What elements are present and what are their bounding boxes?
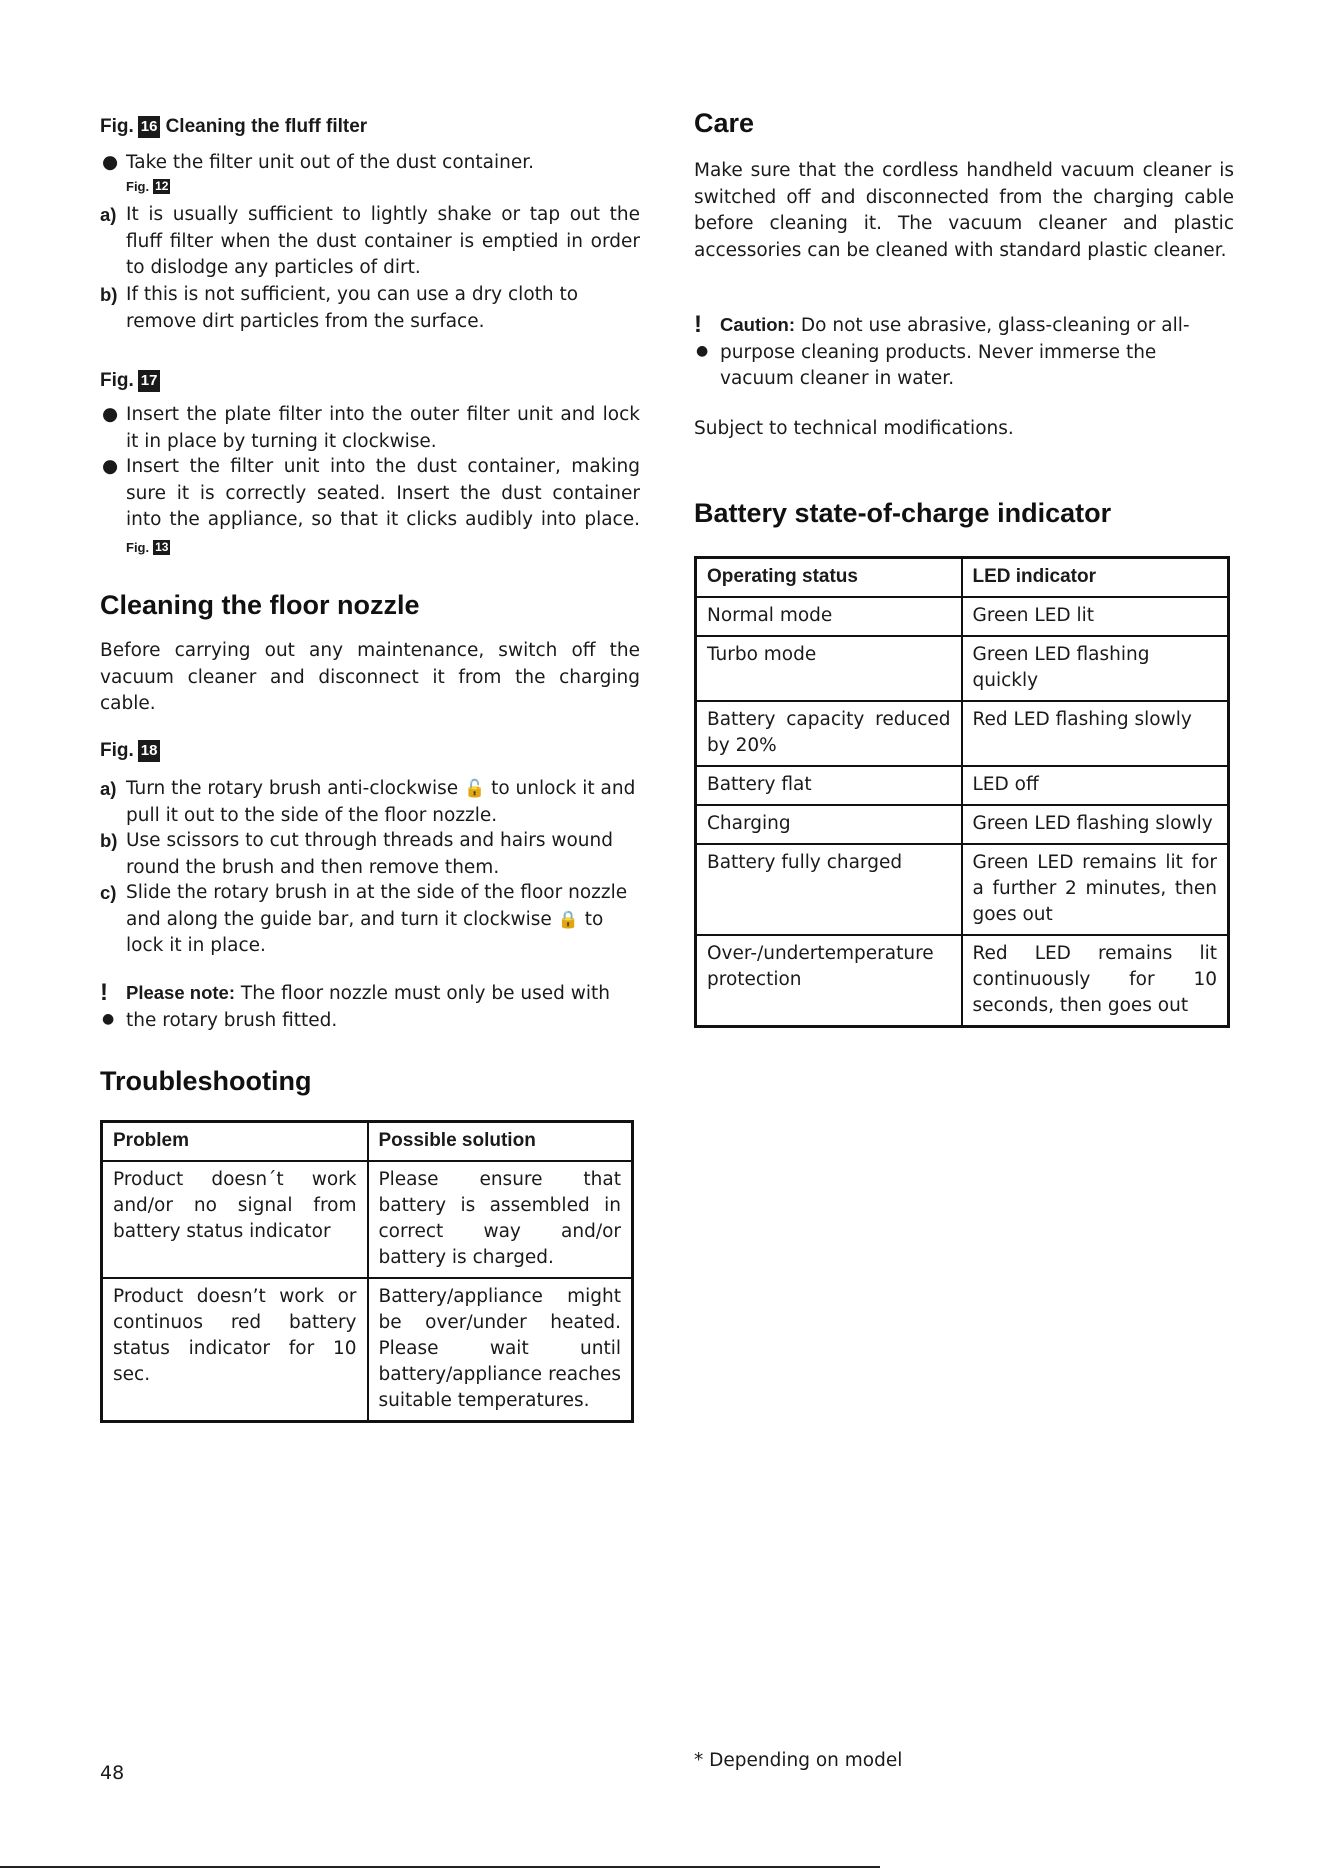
table-header: Operating status <box>696 558 962 598</box>
right-column <box>694 0 1234 1016</box>
list-item <box>100 776 640 829</box>
table-row <box>696 805 1229 844</box>
table-cell: Red LED flashing slowly <box>962 701 1229 766</box>
fig17-heading <box>100 370 640 392</box>
table-header: LED indicator <box>962 558 1229 598</box>
fig-number: 12 <box>155 179 169 193</box>
bullet: ● <box>696 343 709 359</box>
subject-text: Subject to technical modifications. <box>694 418 1014 439</box>
lock-icon: 🔒 <box>557 909 579 930</box>
table-cell: Green LED flashing quickly <box>962 636 1229 701</box>
table-cell: Green LED remains lit for a further 2 minutes, then goes out <box>962 844 1229 935</box>
bullet: ● <box>102 1011 115 1027</box>
item-text: If this is not sufficient, you can use a dry cloth to remove dirt particles from the surface. <box>126 284 579 332</box>
warning-icon: ! <box>100 979 108 1006</box>
troubleshooting-heading: Troubleshooting <box>100 1066 312 1096</box>
table-cell: Green LED lit <box>962 597 1229 636</box>
fig-label: Fig. <box>100 740 134 761</box>
item-text: It is usually sufficient to lightly shake or tap out the fluff filter when the dust container is emptied in order to dislodge any particles of dirt. <box>126 204 640 278</box>
caution-note <box>694 312 1234 393</box>
table-cell: Normal mode <box>696 597 962 636</box>
table-cell: Turbo mode <box>696 636 962 701</box>
battery-heading: Battery state-of-charge indicator <box>694 498 1112 528</box>
warning-icon: ! <box>694 311 702 338</box>
battery-table <box>694 556 1230 1028</box>
table-row <box>102 1278 633 1422</box>
left-column <box>100 0 640 1411</box>
item-text: to lock it in place. <box>126 908 604 956</box>
step-letter: b) <box>100 284 118 305</box>
fig-number: 18 <box>138 740 161 762</box>
table-cell: LED off <box>962 766 1229 805</box>
table-cell: Over-/undertemperature protection <box>696 935 962 1027</box>
page-number: 48 <box>100 1762 125 1784</box>
item-text: Insert the plate filter into the outer filter unit and lock it in place by turning it clockwise. <box>126 404 640 452</box>
step-letter: a) <box>100 778 117 799</box>
troubleshooting-table <box>100 1120 634 1423</box>
table-row <box>696 844 1229 935</box>
floor-intro: Before carrying out any maintenance, switch off the vacuum cleaner and disconnect it from the charging cable. <box>100 640 640 714</box>
fig12-ref <box>126 176 640 195</box>
table-cell: Battery/appliance might be over/under heated. Please wait until battery/appliance reaches suitable temperatures. <box>368 1278 633 1422</box>
care-text: Make sure that the cordless handheld vacuum cleaner is switched off and disconnected from the charging cable before cleaning it. The vacuum cleaner and plastic accessories can be cleaned with standard plastic cleaner. <box>694 160 1234 261</box>
list-item <box>100 202 640 282</box>
fig-number: 13 <box>155 539 169 554</box>
table-cell: Charging <box>696 805 962 844</box>
care-heading: Care <box>694 108 755 138</box>
table-cell: Battery fully charged <box>696 844 962 935</box>
table-row <box>696 701 1229 766</box>
caution-text: Do not use abrasive, glass-cleaning or all-purpose cleaning products. Never immerse the vacuum cleaner in water. <box>720 315 1190 389</box>
list-item <box>100 150 640 177</box>
item-text: Insert the filter unit into the dust container, making sure it is correctly seated. Insert the dust container into the appliance, so that it clicks audibly into place. <box>126 456 640 530</box>
table-row <box>696 597 1229 636</box>
bullet: ● <box>102 404 119 425</box>
fig-label: Fig. <box>126 179 150 194</box>
bullet: ● <box>102 456 119 477</box>
bullet: ● <box>102 152 119 173</box>
fig18-heading <box>100 740 640 762</box>
table-header: Problem <box>102 1122 368 1162</box>
fig16-heading <box>100 116 640 138</box>
item-text: Use scissors to cut through threads and hairs wound round the brush and then remove them. <box>126 830 613 878</box>
list-item <box>100 828 640 881</box>
fig-label: Fig. <box>100 116 134 137</box>
floor-nozzle-heading: Cleaning the floor nozzle <box>100 590 420 620</box>
section-title: Cleaning the fluff filter <box>165 116 368 137</box>
table-cell: Product doesn´t work and/or no signal from battery status indicator <box>102 1161 368 1278</box>
caution-label: Caution: <box>720 314 796 335</box>
table-cell: Please ensure that battery is assembled in correct way and/or battery is charged. <box>368 1161 633 1278</box>
step-letter: a) <box>100 204 117 225</box>
list-item <box>100 880 640 960</box>
note-label: Please note: <box>126 982 235 1003</box>
table-row <box>696 766 1229 805</box>
table-cell: Battery flat <box>696 766 962 805</box>
please-note <box>100 980 640 1034</box>
bottom-rule <box>0 1866 880 1868</box>
note-text: The floor nozzle must only be used with the rotary brush fitted. <box>126 983 610 1031</box>
fig-label: Fig. <box>100 370 134 391</box>
table-header-row <box>696 558 1229 598</box>
fig-number: 16 <box>138 116 161 138</box>
table-cell: Battery capacity reduced by 20% <box>696 701 962 766</box>
table-cell: Product doesn’t work or continuos red battery status indicator for 10 sec. <box>102 1278 368 1422</box>
table-row <box>102 1161 633 1278</box>
list-item <box>100 282 640 335</box>
step-letter: b) <box>100 830 118 851</box>
table-cell: Red LED remains lit continuously for 10 seconds, then goes out <box>962 935 1229 1027</box>
table-cell: Green LED flashing slowly <box>962 805 1229 844</box>
fig-number: 17 <box>138 370 161 392</box>
item-text: to unlock it and pull it out to the side of the floor nozzle. <box>126 778 636 826</box>
table-header: Possible solution <box>368 1122 633 1162</box>
list-item <box>100 402 640 455</box>
item-text: Slide the rotary brush in at the side of the floor nozzle and along the guide bar, and turn it clockwise <box>126 882 628 930</box>
table-header-row <box>102 1122 633 1162</box>
item-text: Take the filter unit out of the dust container. <box>126 152 534 173</box>
item-text: Turn the rotary brush anti-clockwise <box>126 778 459 799</box>
table-row <box>696 935 1229 1027</box>
footnote: * Depending on model <box>694 1750 903 1771</box>
table-row <box>696 636 1229 701</box>
unlock-icon: 🔓 <box>464 779 486 799</box>
fig-label: Fig. <box>126 539 150 555</box>
step-letter: c) <box>100 882 117 903</box>
list-item <box>100 454 640 561</box>
